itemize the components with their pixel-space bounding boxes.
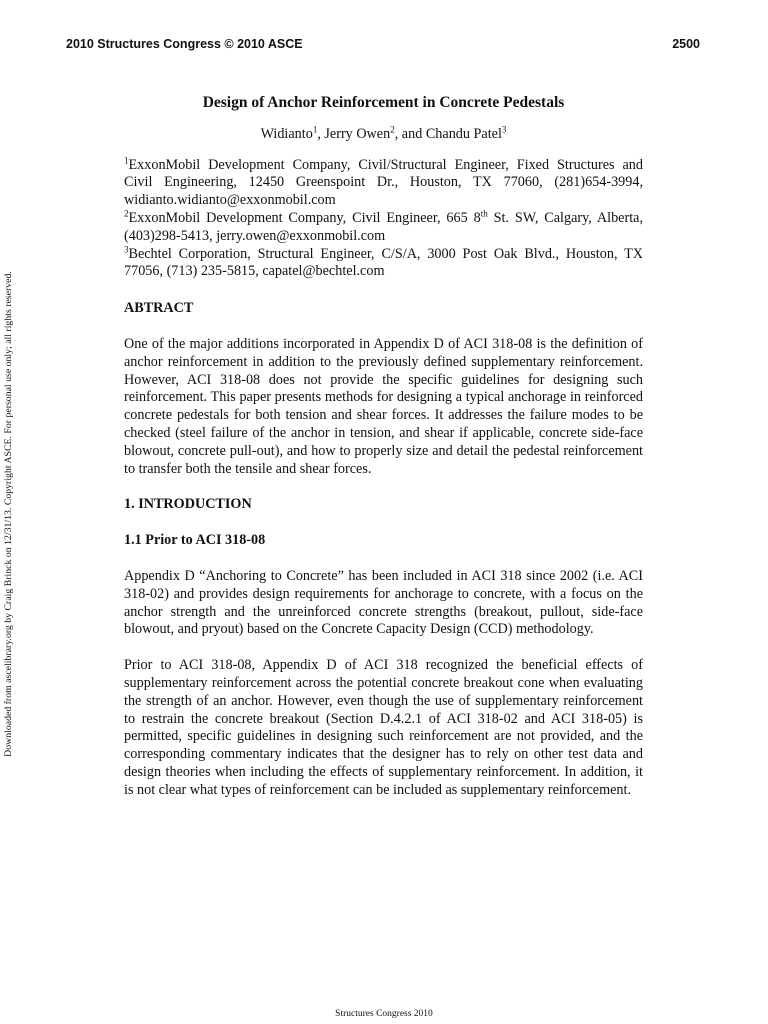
author-affiliation-mark: 2 xyxy=(390,124,395,135)
page-footer: Structures Congress 2010 xyxy=(335,1009,433,1019)
author-name: Widianto xyxy=(260,125,313,142)
affiliation-2 xyxy=(124,210,643,246)
affiliation-3 xyxy=(124,243,643,282)
author-separator: , xyxy=(317,125,325,142)
affiliation-mark: 3 xyxy=(124,243,129,254)
download-notice: Downloaded from ascelibrary.org by Craig Brinck on 12/31/13. Copyright ASCE. For personal use only; all rights reserved. xyxy=(3,271,14,757)
paper-title: Design of Anchor Reinforcement in Concrete Pedestals xyxy=(202,94,565,111)
page-number: 2500 xyxy=(672,37,700,51)
author-affiliation-mark: 3 xyxy=(501,124,507,135)
affiliation-text: ExxonMobil Development Company, Civil Engineer, 665 8 xyxy=(128,209,481,226)
abstract-heading: ABTRACT xyxy=(124,300,194,317)
subsection-heading: 1.1 Prior to ACI 318-08 xyxy=(124,532,266,549)
author-affiliation-mark: 1 xyxy=(312,124,318,135)
affiliation-mark: 2 xyxy=(124,208,129,219)
download-notice-container xyxy=(3,254,17,774)
affiliation-text: Bechtel Corporation, Structural Engineer, C/S/A, 3000 Post Oak Blvd., Houston, TX 77056, (713) 235-5815, capatel@bechtel.com xyxy=(124,245,643,280)
abstract-paragraph: One of the major additions incorporated in Appendix D of ACI 318-08 is the definition of anchor reinforcement in addition to the previously defined supplementary reinforcement. However, ACI 318-08 does not provide the specific guidelines for designing such reinforcement. This paper presents methods for designing a typical anchorage in reinforced concrete pedestals for both tension and shear forces. It addresses the failure modes to be checked (steel failure of the anchor in tension, and shear if applicable, concrete side-face blowout, concrete pull-out), and how to properly size and detail the pedestal reinforcement to transfer both the tensile and shear forces. xyxy=(124,335,643,477)
ordinal-suffix: th xyxy=(480,208,488,219)
author-name: Jerry Owen xyxy=(324,125,391,142)
affiliation-1 xyxy=(124,154,643,210)
running-header xyxy=(66,37,700,51)
author-list xyxy=(124,126,643,144)
affiliation-text: St. SW, Calgary, Alberta, (403)298-5413, jerry.owen@exxonmobil.com xyxy=(124,209,643,244)
article-body xyxy=(124,94,643,800)
author-separator: , and xyxy=(394,125,426,142)
body-paragraph: Appendix D “Anchoring to Concrete” has been included in ACI 318 since 2002 (i.e. ACI 318-02) and provides design requirements for anchorage to concrete, with a focus on the anchor strength and the unreinforced concrete strengths (breakout, pullout, side-face blowout, and pryout) based on the Concrete Capacity Design (CCD) methodology. xyxy=(124,567,643,638)
section-heading-introduction: 1. INTRODUCTION xyxy=(124,496,252,513)
body-paragraph: Prior to ACI 318-08, Appendix D of ACI 318 recognized the beneficial effects of supplementary reinforcement across the potential concrete breakout cone when evaluating the strength of an anchor. However, even though the use of supplementary reinforcement to restrain the concrete breakout (Section D.4.2.1 of ACI 318-02 and ACI 318-05) is permitted, specific guidelines in designing such reinforcement are not provided, and the corresponding commentary indicates that the designer has to rely on other test data and design theories when including the effects of supplementary reinforcement. In addition, it is not clear what types of reinforcement can be included as supplementary reinforcement. xyxy=(124,657,643,798)
affiliation-text: ExxonMobil Development Company, Civil/Structural Engineer, Fixed Structures and Civil Engineering, 12450 Greenspoint Dr., Houston, TX 77060, (281)654-3994, widianto.widianto@exxonmobil.com xyxy=(124,156,643,209)
author-name: Chandu Patel xyxy=(425,125,502,142)
affiliation-mark: 1 xyxy=(124,154,129,165)
journal-info: 2010 Structures Congress © 2010 ASCE xyxy=(66,37,303,51)
